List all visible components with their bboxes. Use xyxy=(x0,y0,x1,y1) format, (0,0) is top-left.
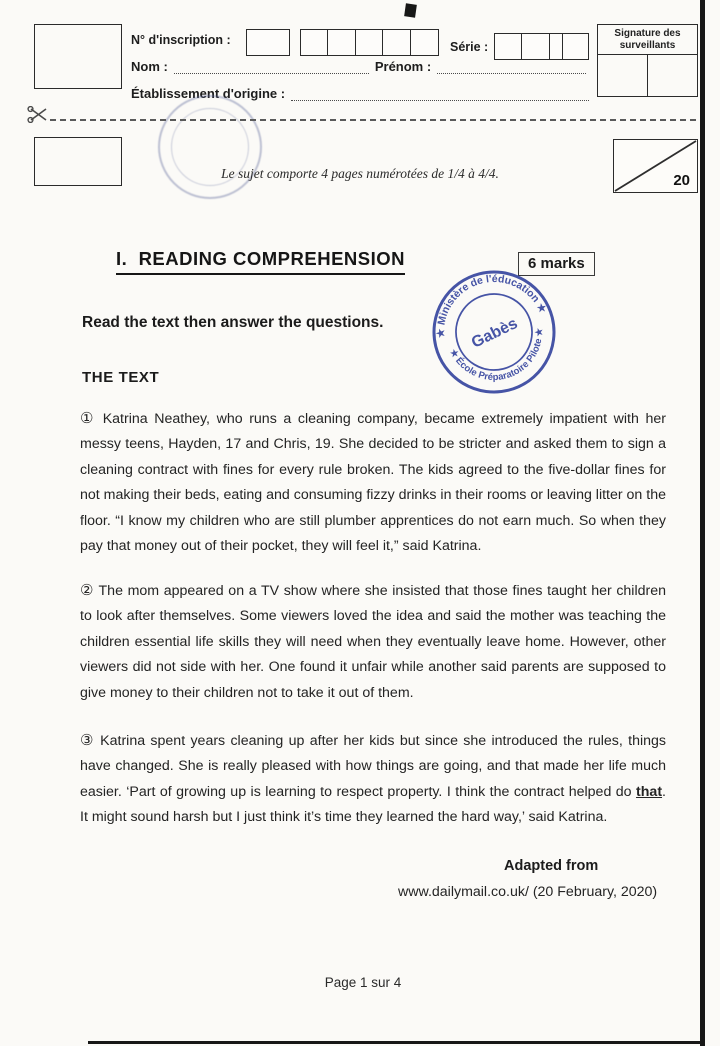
page-indicator: Page 1 sur 4 xyxy=(324,975,402,990)
section-number: I. xyxy=(116,248,128,269)
paragraph-3-emphasis: that xyxy=(636,783,663,800)
subject-note: Le sujet comporte 4 pages numérotées de 1/4 à 4/4. xyxy=(221,166,499,181)
paragraph-1-marker: ① xyxy=(80,410,97,427)
marks-badge: 6 marks xyxy=(518,252,595,276)
cut-dashed-line xyxy=(50,119,696,121)
instruction-line: Read the text then answer the questions. xyxy=(82,314,384,331)
score-total: 20 xyxy=(673,172,690,189)
stamp-center-text: Gabès xyxy=(468,314,521,352)
signature-cell xyxy=(598,55,648,96)
serie-label: Série : xyxy=(450,40,489,54)
inscription-cell xyxy=(327,29,356,56)
paragraph-3-marker: ③ xyxy=(80,732,95,749)
signature-cell xyxy=(648,55,697,96)
firstname-label: Prénom : xyxy=(374,59,432,74)
secondary-id-box xyxy=(34,137,122,186)
inscription-cell xyxy=(382,29,411,56)
stamp-arc-bottom-text: ★ École Préparatoire Pilote ★ xyxy=(447,327,546,384)
paragraph-3-text-after: . It might sound harsh but I just think it’s time they learned the hard way,’ said Katrina. xyxy=(80,783,666,826)
the-text-heading: THE TEXT xyxy=(82,369,160,386)
name-dotted-line xyxy=(174,58,369,74)
faded-school-stamp xyxy=(158,95,262,199)
inscription-cells xyxy=(300,29,439,56)
name-label: Nom : xyxy=(131,59,168,74)
signature-box xyxy=(597,24,698,97)
inscription-cell xyxy=(355,29,384,56)
scan-bottom-edge xyxy=(88,1041,704,1044)
candidate-photo-box xyxy=(34,24,122,89)
ministry-stamp xyxy=(416,254,571,409)
section-heading xyxy=(116,248,405,275)
scan-top-mark xyxy=(404,3,417,17)
inscription-cell xyxy=(300,29,329,56)
scan-right-edge xyxy=(700,0,705,1046)
serie-cell xyxy=(521,33,550,60)
paragraph-1-text: Katrina Neathey, who runs a cleaning company, became extremely impatient with her messy teens, Hayden, 17 and Chris, 19. She decided to be stricter and asked them to sign a cleaning contract with fines for every rule broken. The kids agreed to the five-dollar fines for not making their beds, eating and consuming fizzy drinks in their rooms or leaving litter on the floor. “I know my children who are still plumber apprentices do not earn much. So when they pay that money out of their pocket, they will feel it,” said Katrina. xyxy=(80,411,666,555)
inscription-label: N° d'inscription : xyxy=(131,33,231,47)
score-box xyxy=(613,139,698,193)
serie-cell xyxy=(494,33,523,60)
paragraph-2 xyxy=(80,578,666,706)
paragraph-3 xyxy=(80,728,666,831)
name-row xyxy=(131,58,586,74)
origin-school-label: Établissement d'origine : xyxy=(131,86,286,101)
origin-dotted-line xyxy=(291,85,589,101)
stamp-arc-top-text: ★ Ministère de l'éducation ★ xyxy=(434,272,549,339)
paragraph-2-marker: ② xyxy=(80,582,95,599)
paragraph-2-text: The mom appeared on a TV show where she insisted that those fines taught her children to look after themselves. Some viewers loved the idea and said the mother was teaching the children essential life skills they will need when they eventually leave home. However, other viewers did not side with her. One found it unfair while another said parents are supposed to give money to their children not to take it out of them. xyxy=(80,583,667,701)
firstname-dotted-line xyxy=(437,58,586,74)
section-title: READING COMPREHENSION xyxy=(138,248,406,269)
serie-extra-cell xyxy=(562,33,589,60)
signature-cells xyxy=(598,55,697,96)
paragraph-3-text-before: Katrina spent years cleaning up after her kids but since she introduced the rules, things have changed. She is really pleased with how things are going, and that made her life much easier. ‘Part of growing up is learning to respect property. I think the contract helped do xyxy=(80,733,666,800)
scissors-icon xyxy=(27,106,47,123)
inscription-lead-cell xyxy=(246,29,290,56)
source-url: www.dailymail.co.uk/ (20 February, 2020) xyxy=(398,884,658,900)
signature-label: Signature des surveillants xyxy=(598,25,697,55)
adapted-from-label: Adapted from xyxy=(504,858,599,874)
inscription-cell xyxy=(410,29,439,56)
paragraph-1 xyxy=(80,406,666,559)
